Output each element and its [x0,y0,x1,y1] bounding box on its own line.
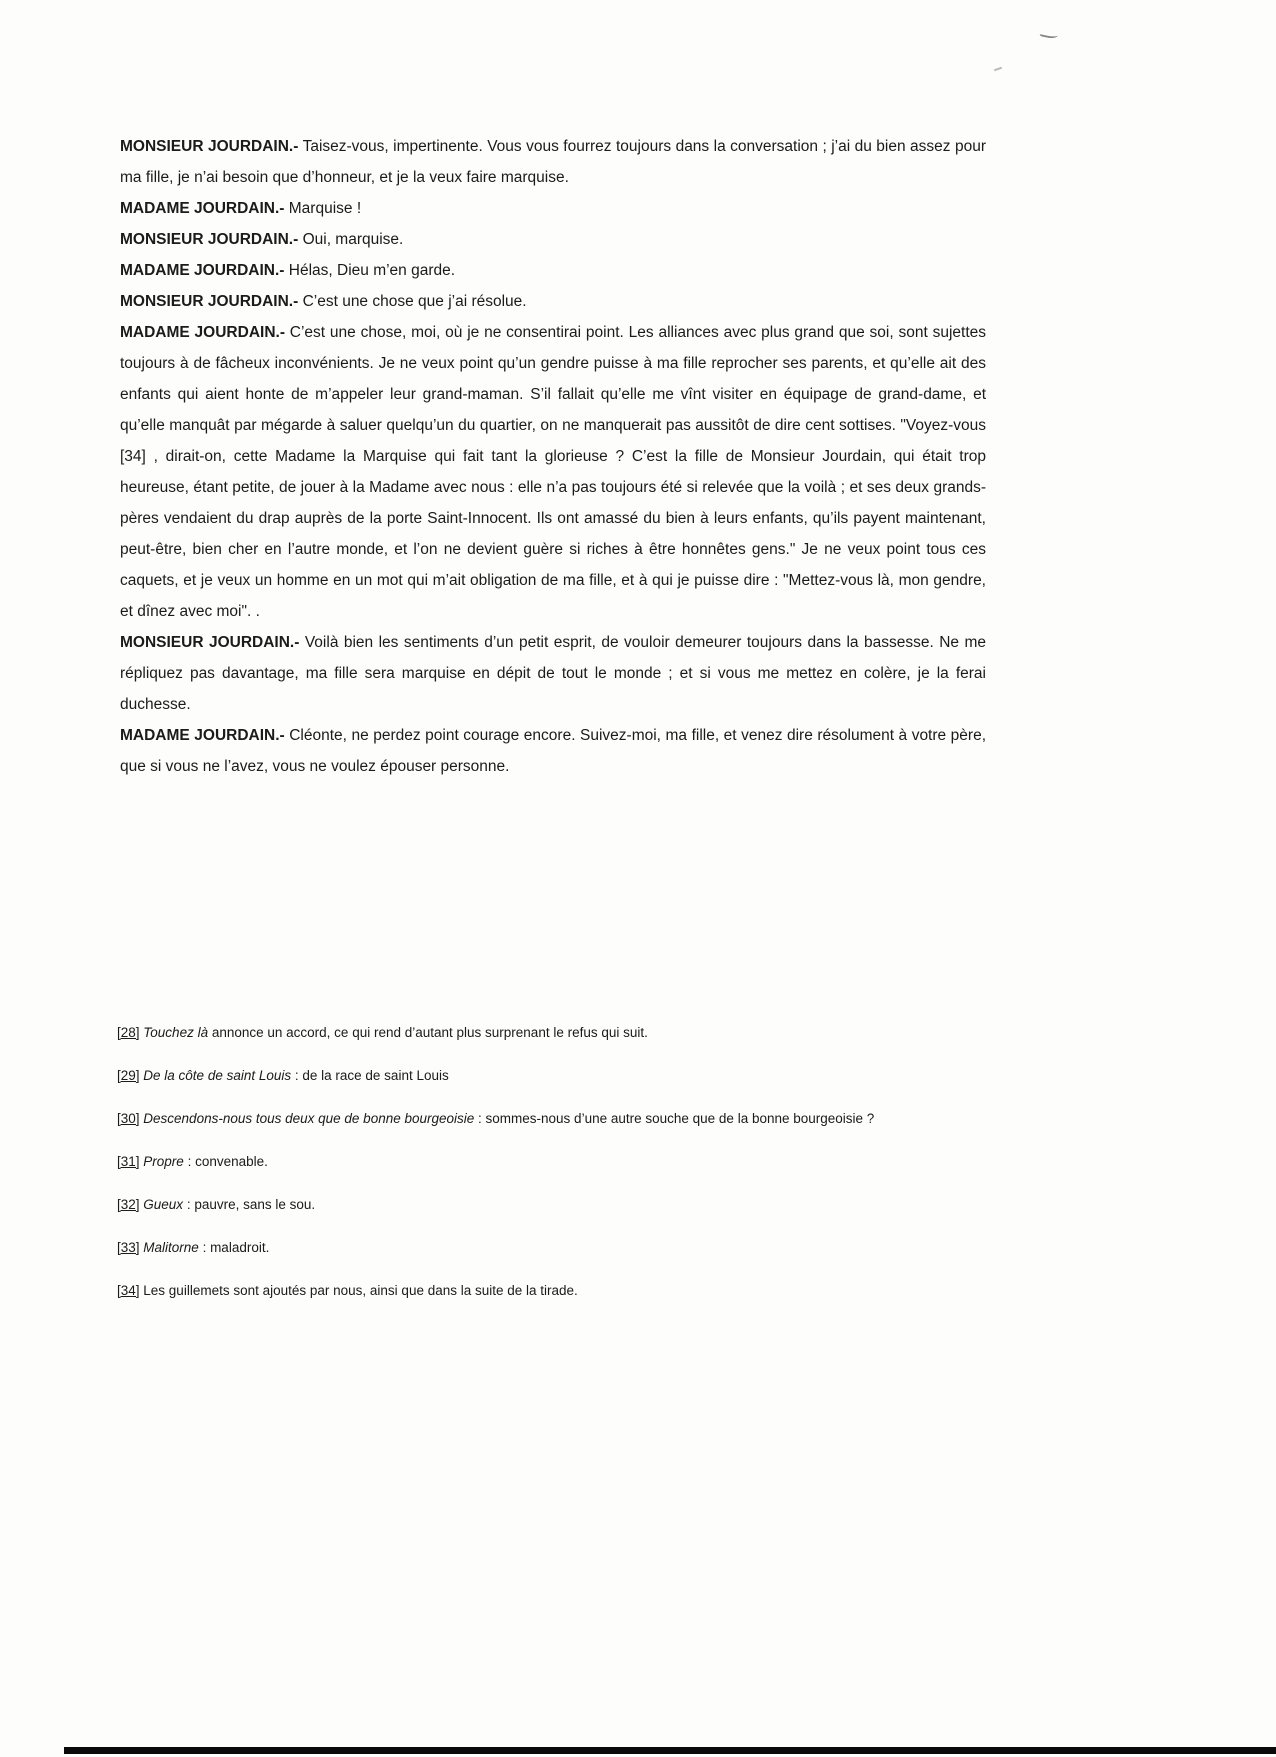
dialogue-paragraph [120,131,986,193]
speech-text: Voilà bien les sentiments d’un petit esprit, de vouloir demeurer toujours dans la bassesse. Ne me répliquez pas davantage, ma fille sera marquise en dépit de tout le monde ; et si vous me mettez en colère, je la ferai duchesse. [120,634,986,713]
speaker-name: MONSIEUR JOURDAIN.- [120,634,300,651]
speaker-name: MONSIEUR JOURDAIN.- [120,138,299,155]
footnote-text: : de la race de saint Louis [291,1068,449,1083]
footnote [117,1233,987,1263]
scan-edge-line [64,1747,1276,1754]
speaker-name: MADAME JOURDAIN.- [120,262,285,279]
speaker-name: MADAME JOURDAIN.- [120,324,285,341]
speech-text: Cléonte, ne perdez point courage encore. Suivez-moi, ma fille, et venez dire résolument à votre père, que si vous ne l’avez, vous ne voulez épouser personne. [120,727,986,775]
footnote-ref: [32] [117,1197,140,1212]
speech-text: Marquise ! [284,200,362,217]
footnote-term: Gueux [139,1197,184,1212]
scan-artifact-mark [1039,28,1058,40]
footnote-ref: [31] [117,1154,140,1169]
speaker-name: MADAME JOURDAIN.- [120,727,285,744]
footnote-term: Touchez là [139,1025,209,1040]
footnote-ref: [29] [117,1068,140,1083]
speech-text: Oui, marquise. [298,231,404,248]
footnote-text: : convenable. [183,1154,268,1169]
footnote-term: Malitorne [139,1240,199,1255]
footnote-ref: [30] [117,1111,140,1126]
speech-text: Taisez-vous, impertinente. Vous vous fourrez toujours dans la conversation ; j’ai du bien assez pour ma fille, je n’ai besoin que d’honneur, et je la veux faire marquise. [120,138,986,186]
dialogue-paragraph [120,317,986,627]
footnote-ref: [34] [117,1283,140,1298]
footnote-text: : maladroit. [198,1240,270,1255]
dialogue-paragraph [120,224,986,255]
dialogue-paragraph [120,720,986,782]
speaker-name: MONSIEUR JOURDAIN.- [120,231,299,248]
speech-text: C’est une chose que j’ai résolue. [298,293,527,310]
footnote-text: annonce un accord, ce qui rend d’autant plus surprenant le refus qui suit. [208,1025,648,1040]
footnote-text: Les guillemets sont ajoutés par nous, ainsi que dans la suite de la tirade. [139,1283,578,1298]
footnote [117,1061,987,1091]
scan-artifact-speck [994,67,1002,72]
footnote [117,1104,987,1134]
footnote [117,1147,987,1177]
footnote-term: Propre [139,1154,184,1169]
footnotes-block [117,1018,987,1319]
footnote-text: : pauvre, sans le sou. [183,1197,316,1212]
footnote [117,1018,987,1048]
footnote-ref: [33] [117,1240,140,1255]
dialogue-paragraph [120,627,986,720]
speech-text: Hélas, Dieu m’en garde. [284,262,456,279]
dialogue-paragraph [120,286,986,317]
dialogue-paragraph [120,255,986,286]
dialogue-paragraph [120,193,986,224]
footnote [117,1190,987,1220]
dialogue-text-block [120,131,986,782]
speaker-name: MADAME JOURDAIN.- [120,200,285,217]
footnote-ref: [28] [117,1025,140,1040]
footnote-term: Descendons-nous tous deux que de bonne bourgeoisie [139,1111,475,1126]
footnote [117,1276,987,1306]
footnote-text: : sommes-nous d’une autre souche que de la bonne bourgeoisie ? [474,1111,875,1126]
footnote-term: De la côte de saint Louis [139,1068,292,1083]
speaker-name: MONSIEUR JOURDAIN.- [120,293,299,310]
speech-text: C’est une chose, moi, où je ne consentirai point. Les alliances avec plus grand que soi, sont sujettes toujours à de fâcheux inconvénients. Je ne veux point qu’un gendre puisse à ma fille reprocher ses parents, et qu’elle ait des enfants qui aient honte de m’appeler leur grand-maman. S’il fallait qu’elle me vînt visiter en équipage de grand-dame, et qu’elle manquât par mégarde à saluer quelqu’un du quartier, on ne manquerait pas aussitôt de dire cent sottises. "Voyez-vous [34] , dirait-on, cette Madame la Marquise qui fait tant la glorieuse ? C’est la fille de Monsieur Jourdain, qui était trop heureuse, étant petite, de jouer à la Madame avec nous : elle n’a pas toujours été si relevée que la voilà ; et ses deux grands-pères vendaient du drap auprès de la porte Saint-Innocent. Ils ont amassé du bien à leurs enfants, qu’ils payent maintenant, peut-être, bien cher en l’autre monde, et l’on ne devient guère si riches à être honnêtes gens." Je ne veux point tous ces caquets, et je veux un homme en un mot qui m’ait obligation de ma fille, et à qui je puisse dire : "Mettez-vous là, mon gendre, et dînez avec moi". . [120,324,986,620]
